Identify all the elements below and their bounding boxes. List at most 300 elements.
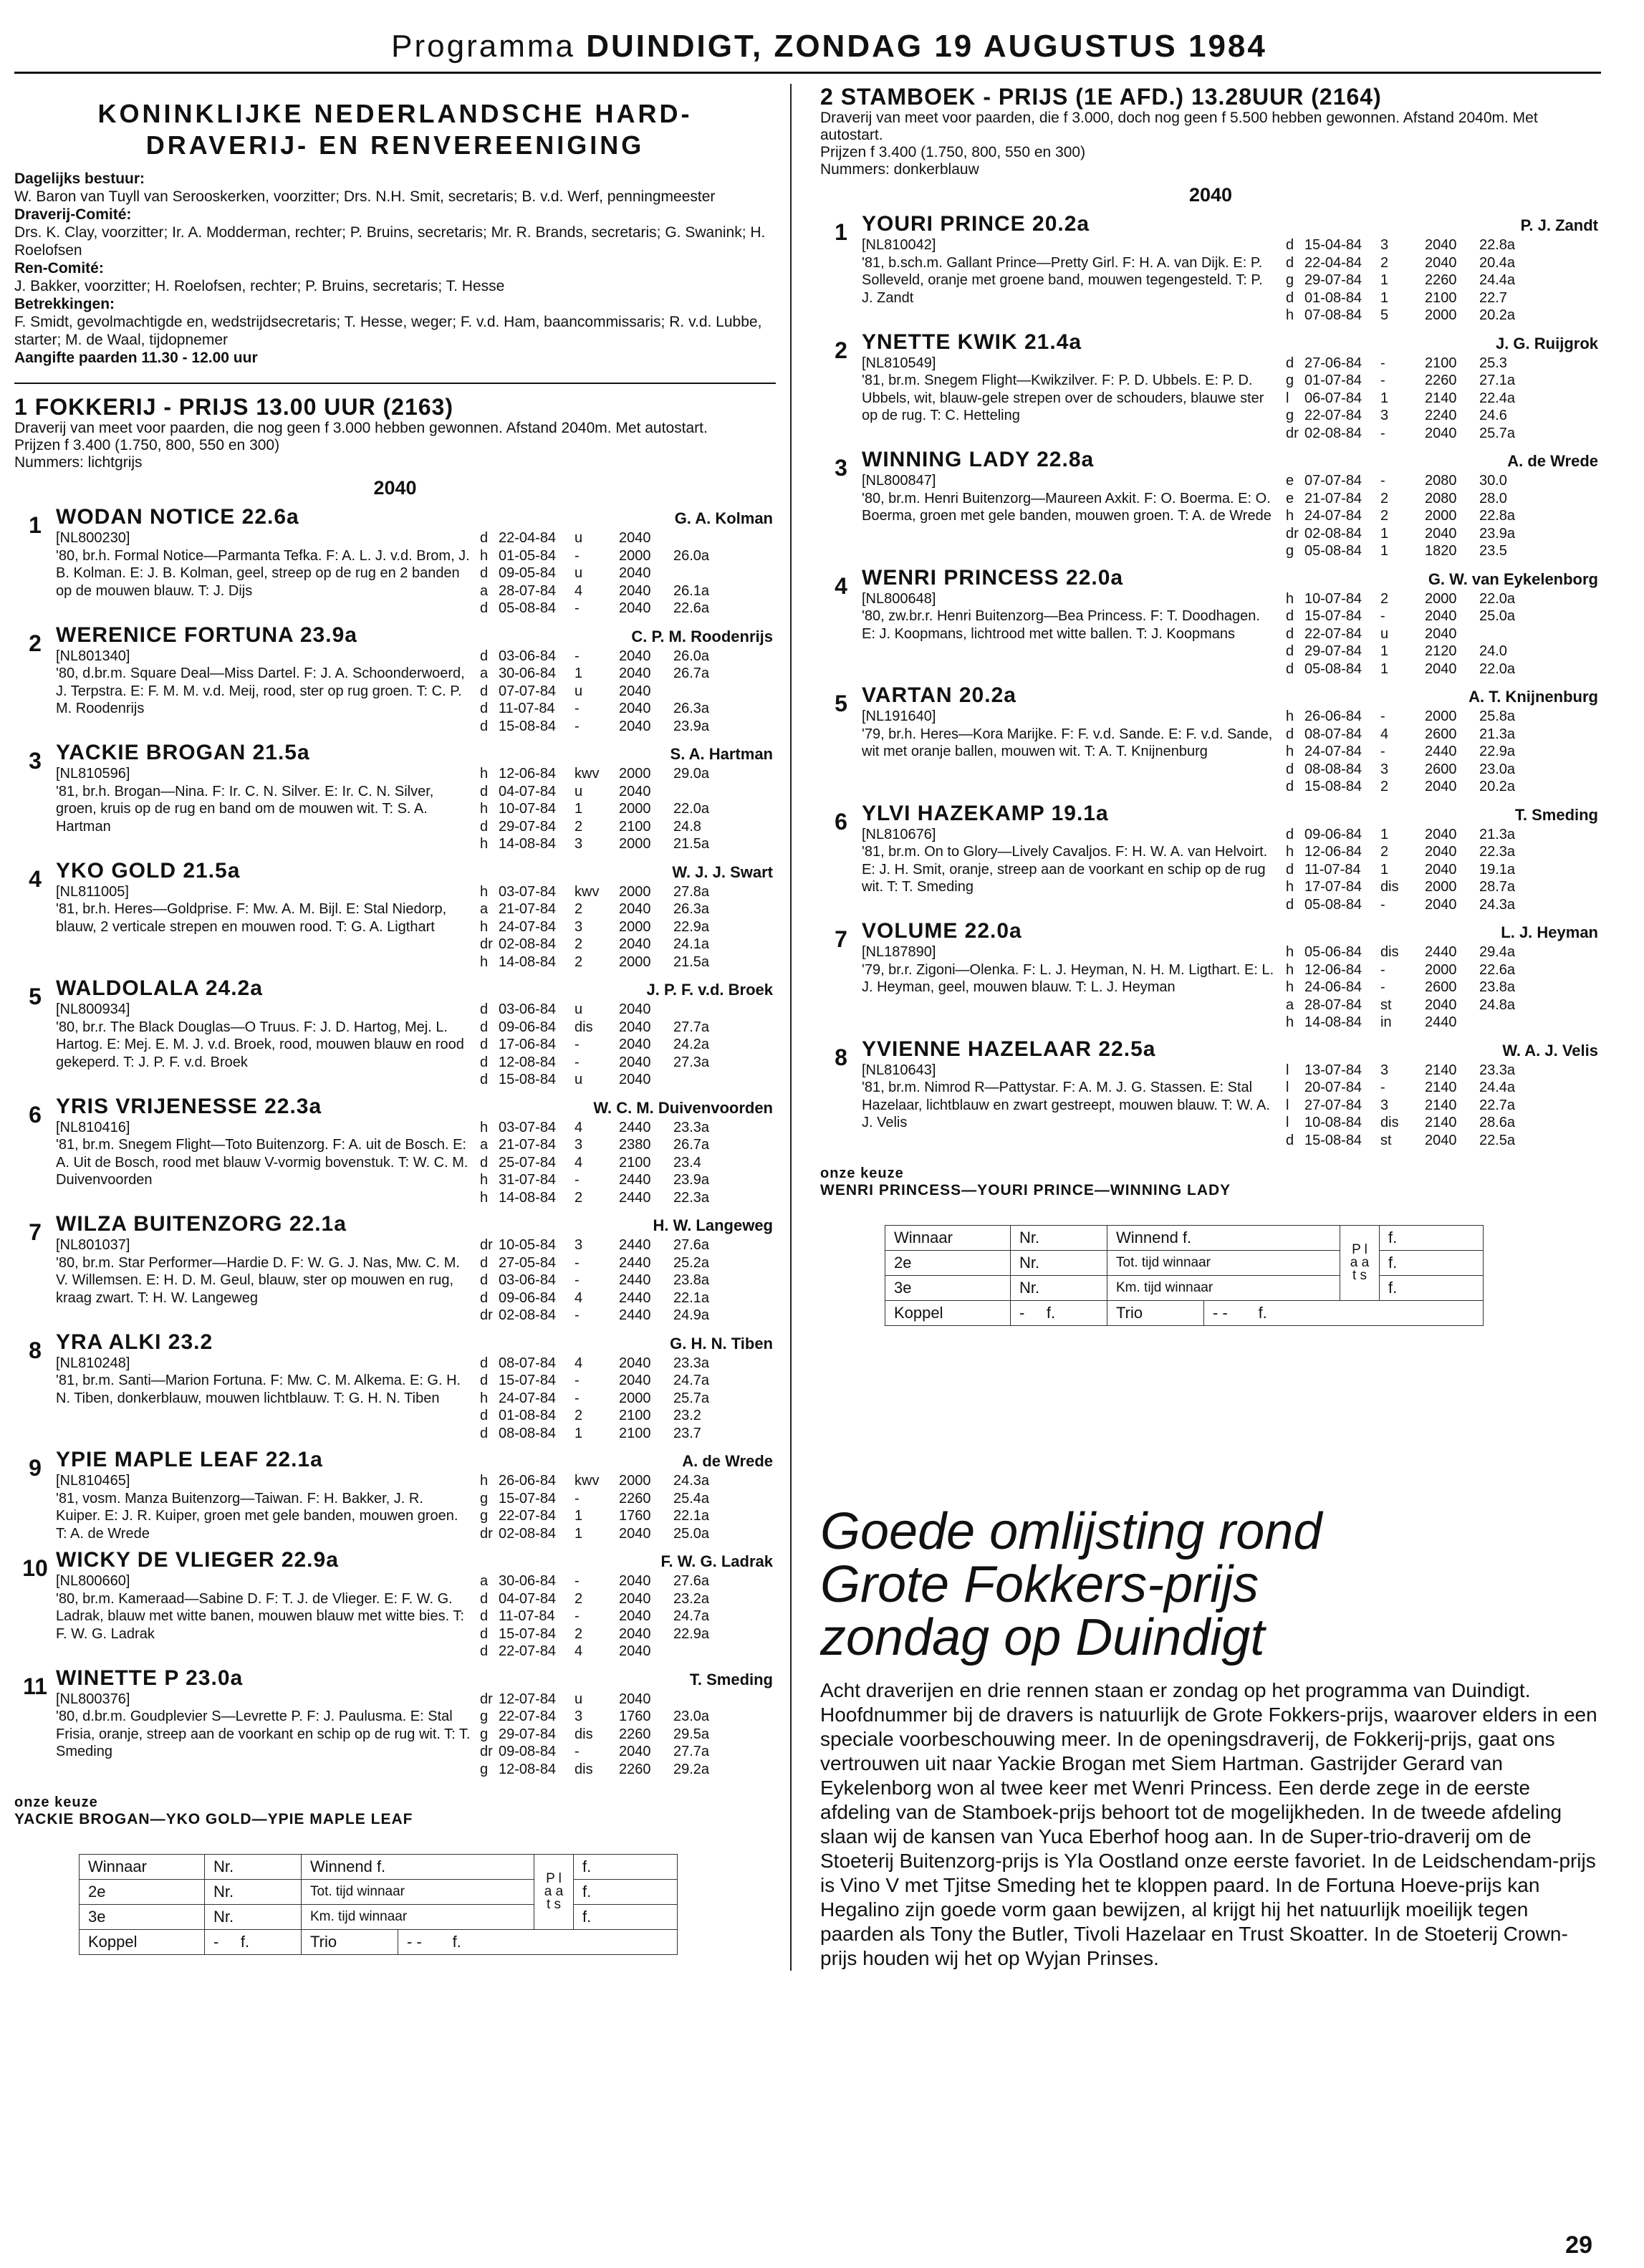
result-row (480, 800, 776, 818)
result-row (1286, 896, 1601, 914)
result-cell: d (480, 1590, 489, 1607)
result-row (1286, 490, 1601, 508)
result-cell: 12-06-84 (499, 766, 557, 782)
result-cell: 2040 (1425, 525, 1457, 542)
result-cell: 3 (575, 1237, 583, 1253)
result-row (1286, 355, 1601, 373)
koppel-f: f. (240, 1933, 250, 1951)
horse-name: YPIE MAPLE LEAF 22.1a (56, 1448, 323, 1471)
entry-number: 5 (29, 984, 42, 1009)
horse-entry (14, 859, 776, 971)
result-cell: h (1286, 879, 1294, 895)
entry-header (56, 1330, 776, 1355)
horse-name: WINETTE P 23.0a (56, 1666, 244, 1690)
result-cell: d (1286, 660, 1294, 677)
wager-table (885, 1225, 1484, 1326)
entry-details (56, 883, 776, 971)
result-cell: dr (480, 1525, 493, 1542)
result-cell: 22.9a (673, 1625, 710, 1642)
result-cell: 03-07-84 (499, 1119, 557, 1135)
entry-details (56, 648, 776, 736)
entry-body (862, 212, 1601, 325)
result-cell: 2600 (1425, 726, 1457, 742)
result-cell: 30-06-84 (499, 665, 557, 681)
horse-name: WILZA BUITENZORG 22.1a (56, 1212, 347, 1236)
result-cell: 14-08-84 (499, 836, 557, 852)
result-cell: 2000 (619, 883, 651, 900)
result-cell: 06-07-84 (1304, 390, 1362, 406)
result-cell: 2 (575, 953, 583, 970)
trio-dashes: - - (1213, 1304, 1228, 1322)
entry-header (56, 1548, 776, 1572)
result-cell: 03-06-84 (499, 1272, 557, 1288)
result-cell: d (480, 1019, 489, 1035)
result-cell: u (575, 1691, 583, 1707)
masthead-title: DUINDIGT, ZONDAG 19 AUGUSTUS 1984 (586, 29, 1267, 64)
result-cell: 4 (575, 1119, 583, 1135)
result-cell: 2 (575, 818, 583, 835)
result-cell: - (1380, 425, 1385, 441)
result-cell: 27-07-84 (1304, 1097, 1362, 1113)
result-cell (673, 529, 738, 547)
result-cell: 01-05-84 (499, 547, 557, 564)
result-cell: 2040 (619, 683, 651, 699)
result-cell: d (1286, 1132, 1294, 1148)
recent-results (471, 648, 776, 736)
result-cell: d (480, 1037, 489, 1052)
result-cell: l (1286, 1115, 1289, 1130)
trainer-name: P. J. Zandt (1520, 216, 1598, 234)
horse-entry (14, 976, 776, 1089)
result-cell: 26.0a (673, 648, 710, 664)
result-cell: 27.1a (1479, 373, 1516, 388)
result-cell: 1760 (619, 1508, 651, 1524)
result-cell: 22.0a (1479, 660, 1516, 677)
result-cell: 22.4a (1479, 390, 1516, 406)
result-cell: 2 (575, 936, 583, 952)
result-cell: 2140 (1425, 1080, 1457, 1095)
result-row (1286, 726, 1601, 744)
result-cell: 22.0a (1479, 590, 1516, 607)
horse-name: YRIS VRIJENESSE 22.3a (56, 1094, 322, 1118)
result-cell: 24-06-84 (1304, 979, 1362, 995)
section-text: W. Baron van Tuyll van Serooskerken, voorzitter; Drs. N.H. Smit, secretaris; B. v.d. Werf, penningmeester (14, 188, 716, 205)
result-cell: 28-07-84 (1304, 996, 1362, 1013)
cell-f: f. (574, 1880, 678, 1905)
result-cell (1479, 1014, 1544, 1032)
entry-header (56, 976, 776, 1001)
entry-body (862, 566, 1601, 678)
result-cell: g (480, 1490, 489, 1507)
result-cell: 03-06-84 (499, 648, 557, 664)
result-row (480, 1372, 776, 1390)
entry-details (862, 1062, 1601, 1150)
horse-entry (14, 1095, 776, 1207)
section-label: Betrekkingen: (14, 296, 115, 312)
result-cell: d (480, 1373, 489, 1388)
horse-description: [NL810416] '81, br.m. Snegem Flight—Toto Buitenzorg. F: A. uit de Bosch. E: A. Uit de Bosch, rood met blauw V-vormig bovenstuk. T: W. C. M. Duivenvoorden (56, 1119, 468, 1188)
result-cell: h (1286, 307, 1294, 323)
result-cell: kwv (575, 1473, 600, 1489)
result-row (480, 1071, 776, 1089)
result-cell: 12-07-84 (499, 1691, 557, 1707)
result-cell: 28.6a (1479, 1115, 1516, 1130)
result-cell: 3 (575, 1137, 583, 1153)
result-cell: 2000 (1425, 307, 1457, 323)
result-cell: 1 (1380, 289, 1389, 306)
result-cell: h (480, 1473, 489, 1489)
entry-header (862, 919, 1601, 943)
entry-body (862, 448, 1601, 560)
horse-entry (14, 505, 776, 618)
result-cell: u (575, 530, 583, 546)
result-cell: 2040 (1425, 826, 1457, 842)
result-cell: 22.9a (673, 918, 710, 935)
result-cell: 2000 (619, 953, 651, 970)
our-choice-horses: YACKIE BROGAN—YKO GOLD—YPIE MAPLE LEAF (14, 1811, 413, 1827)
result-cell: kwv (575, 766, 600, 782)
result-cell: 2100 (619, 1408, 651, 1423)
result-cell: 1 (1380, 660, 1389, 677)
entry-number: 7 (835, 926, 847, 952)
result-cell: - (1380, 979, 1385, 995)
result-cell: 15-08-84 (499, 1072, 557, 1087)
result-cell: 02-08-84 (1304, 425, 1362, 441)
aangifte-time: Aangifte paarden 11.30 - 12.00 uur (14, 350, 258, 366)
horse-name: YVIENNE HAZELAAR 22.5a (862, 1037, 1156, 1061)
result-cell: 07-08-84 (1304, 307, 1362, 323)
result-cell (673, 683, 738, 701)
result-cell: 12-06-84 (1304, 844, 1362, 860)
result-row (1286, 372, 1601, 390)
recent-results (1277, 826, 1601, 914)
result-cell: 4 (575, 582, 583, 599)
result-cell: - (1380, 373, 1385, 388)
trio-f: f. (452, 1933, 461, 1951)
result-cell (673, 1691, 738, 1709)
result-cell: - (575, 1172, 580, 1188)
result-cell: d (480, 683, 489, 699)
cell-nr: Nr. (1011, 1251, 1107, 1276)
horse-name: VOLUME 22.0a (862, 919, 1022, 943)
horse-entry (14, 623, 776, 736)
result-cell: g (1286, 408, 1294, 423)
entry-body (56, 1330, 776, 1443)
result-cell: 29-07-84 (1304, 272, 1362, 288)
result-cell: l (1286, 1062, 1289, 1078)
result-cell: 1 (1380, 826, 1389, 842)
trainer-name: S. A. Hartman (670, 745, 773, 763)
entry-details (56, 1236, 776, 1325)
result-cell: 30.0 (1479, 473, 1507, 489)
result-cell (673, 564, 738, 582)
result-cell: 23.9a (1479, 525, 1516, 542)
horse-name: YLVI HAZEKAMP 19.1a (862, 801, 1109, 825)
entry-list (14, 505, 776, 1778)
result-cell: g (1286, 543, 1294, 559)
result-cell: 09-08-84 (499, 1744, 557, 1759)
result-cell: 2260 (619, 1726, 651, 1742)
result-cell: 11-07-84 (1304, 861, 1361, 878)
result-cell: 29-07-84 (1304, 643, 1362, 659)
result-cell: 08-08-84 (499, 1425, 557, 1441)
result-row (1286, 1114, 1601, 1132)
result-cell: 1 (1380, 861, 1389, 878)
result-cell: d (480, 1254, 489, 1271)
entry-details (56, 1001, 776, 1089)
result-cell: h (480, 1189, 489, 1206)
horse-name: WICKY DE VLIEGER 22.9a (56, 1548, 339, 1572)
result-cell: 08-07-84 (499, 1355, 557, 1371)
result-cell: 2260 (619, 1761, 651, 1777)
result-row (480, 1490, 776, 1508)
result-cell: 2040 (1425, 844, 1457, 860)
horse-entry (14, 1548, 776, 1661)
result-cell: 24.0 (1479, 643, 1507, 659)
result-cell: 2040 (619, 1691, 651, 1707)
result-cell: 27-05-84 (499, 1254, 557, 1271)
cell-f: f. (1380, 1226, 1484, 1251)
our-choice-label: onze keuze (14, 1794, 98, 1810)
entry-details (56, 1355, 776, 1443)
result-cell: 09-06-84 (499, 1289, 557, 1306)
recent-results (471, 1572, 776, 1661)
result-cell: h (1286, 1014, 1294, 1030)
horse-name: VARTAN 20.2a (862, 683, 1016, 707)
result-row (480, 600, 776, 618)
result-cell: a (480, 665, 489, 681)
result-cell: 22.3a (1479, 844, 1516, 860)
result-cell: 2040 (619, 1373, 651, 1388)
result-cell: 2040 (619, 1001, 651, 1017)
result-cell: 29.0a (673, 766, 710, 782)
result-cell: 2040 (1425, 660, 1457, 677)
result-row (480, 1390, 776, 1408)
cell-koppel-value (205, 1930, 302, 1955)
result-cell: 2040 (619, 530, 651, 546)
result-cell: d (480, 1643, 489, 1659)
result-cell: l (1286, 1097, 1289, 1113)
koppel-dash: - (213, 1933, 219, 1951)
result-row (480, 918, 776, 936)
result-row (480, 783, 776, 801)
result-row (480, 900, 776, 918)
entry-details (56, 529, 776, 618)
result-row (1286, 843, 1601, 861)
result-cell: 2080 (1425, 490, 1457, 506)
club-officials (14, 170, 776, 367)
recent-results (471, 1001, 776, 1089)
result-cell: 2100 (619, 1154, 651, 1171)
result-cell: 2440 (619, 1172, 651, 1188)
result-cell: 24.8 (673, 818, 701, 835)
headline-line: Grote Fokkers-prijs (820, 1556, 1259, 1613)
article-headline (820, 1505, 1601, 1664)
result-cell: 29.5a (673, 1726, 710, 1742)
result-cell: h (1286, 944, 1294, 960)
masthead-prefix: Programma (391, 29, 575, 64)
entry-body (56, 859, 776, 971)
result-row (480, 665, 776, 683)
entry-body (56, 741, 776, 853)
recent-results (471, 883, 776, 971)
race-numbers: Nummers: lichtgrijs (14, 454, 143, 471)
entry-body (56, 623, 776, 736)
result-cell: 2040 (619, 582, 651, 599)
result-cell: 25.4a (673, 1490, 710, 1507)
result-cell: 2440 (619, 1237, 651, 1253)
horse-description: [NL800376] '80, d.br.m. Goudplevier S—Levrette P. F: J. Paulusma. E: Stal Frisia, oranje, streep aan de voorkant en schip op de rug wit. T: T. Smeding (56, 1691, 471, 1759)
result-cell: d (480, 1054, 489, 1070)
horse-name: WODAN NOTICE 22.6a (56, 505, 299, 529)
horse-entry (820, 212, 1601, 325)
result-cell: 2 (1380, 779, 1389, 794)
result-cell: d (480, 1408, 489, 1423)
result-cell: 22.9a (1479, 744, 1516, 759)
result-cell: d (1286, 355, 1294, 371)
result-cell: d (480, 1154, 489, 1171)
result-cell: 2140 (1425, 1097, 1457, 1113)
horse-entry (820, 802, 1601, 914)
result-cell: 30-06-84 (499, 1573, 557, 1589)
result-cell: 2140 (1425, 1062, 1457, 1078)
club-name-line-2: DRAVERIJ- EN RENVEREENIGING (145, 130, 645, 160)
horse-name: YACKIE BROGAN 21.5a (56, 741, 310, 764)
result-cell: 2 (575, 1625, 583, 1642)
result-cell: - (575, 1037, 580, 1052)
result-cell: 14-08-84 (1304, 1014, 1362, 1030)
result-cell: d (1286, 625, 1294, 642)
result-cell: 2000 (619, 918, 651, 935)
result-cell: 02-08-84 (1304, 525, 1362, 542)
result-cell: 20.2a (1479, 307, 1516, 323)
horse-name: WALDOLALA 24.2a (56, 976, 263, 1000)
result-row (480, 1189, 776, 1207)
horse-name: YNETTE KWIK 21.4a (862, 330, 1082, 354)
result-cell: 2440 (619, 1289, 651, 1306)
result-row (480, 1289, 776, 1307)
result-cell: 15-07-84 (499, 1625, 557, 1642)
entry-body (862, 683, 1601, 796)
entry-body (862, 1037, 1601, 1150)
result-row (480, 1643, 776, 1661)
result-cell: 20-07-84 (1304, 1080, 1362, 1095)
result-row (480, 1590, 776, 1608)
result-cell: d (1286, 289, 1294, 306)
entry-header (56, 859, 776, 883)
cell-tot-tijd: Tot. tijd winnaar (302, 1880, 534, 1905)
result-cell: 23.3a (1479, 1062, 1516, 1078)
entry-header (56, 741, 776, 765)
result-cell: 11-07-84 (499, 701, 555, 716)
result-cell: 31-07-84 (499, 1172, 557, 1188)
article (820, 1505, 1601, 1971)
result-cell: d (480, 648, 489, 664)
entry-header (56, 1448, 776, 1472)
article-body: Acht draverijen en drie rennen staan er zondag op het programma van Duindigt. Hoofdnummer bij de dravers is natuurlijk de Grote Fokkers-prijs, waarover elders in een speciale voorbeschouwing meer. In de openingsdraverij, de Fokkerij-prijs, gaat ons vertrouwen uit naar Yackie Brogan met Siem Hartman. Gastrijder Gerard van Eykelenborg won al twee keer met Wenri Princess. Een derde zege in de eerste afdeling van de Stamboek-prijs behoort tot de mogelijkheden. In de tweede afdeling slaan wij de kansen van Yuca Eberhof hoog aan. In de Super-trio-draverij om de Stoeterij Buitenzorg-prijs is Yla Oostland onze eerste favoriet. In de Leidschendam-prijs is Vino V met Tjitse Smeding het te kloppen paard. In de Fortuna Hoeve-prijs kan Hegalino zijn goede vorm gaan bewijzen, al krijgt hij het natuurlijk moeilijk tegen paarden als Tony the Butler, Tivoli Hazelaar en Trust Skoatter. In de Stoeterij Crown-prijs houden wij het op Wyjan Prinses. (820, 1679, 1597, 1969)
result-cell: 1 (575, 1425, 583, 1441)
recent-results (471, 1472, 776, 1542)
wager-table (79, 1854, 678, 1955)
entry-number: 10 (22, 1555, 48, 1581)
result-cell: d (480, 1272, 489, 1288)
result-cell: h (480, 1390, 489, 1406)
result-row (480, 1472, 776, 1490)
result-cell: - (1380, 355, 1385, 371)
result-cell: h (1286, 708, 1294, 724)
entry-details (862, 943, 1601, 1032)
result-cell: 12-08-84 (499, 1761, 557, 1777)
result-cell: 15-07-84 (499, 1490, 557, 1507)
left-column (14, 84, 792, 1971)
result-row (480, 1625, 776, 1643)
result-cell: 22.1a (673, 1289, 710, 1306)
our-choice-horses: WENRI PRINCESS—YOURI PRINCE—WINNING LADY (820, 1182, 1231, 1198)
trainer-name: A. de Wrede (682, 1452, 773, 1470)
result-cell: 13-07-84 (1304, 1062, 1362, 1078)
our-choice (820, 1165, 1601, 1199)
trainer-name: C. P. M. Roodenrijs (631, 627, 773, 645)
result-cell: 2040 (1425, 608, 1457, 624)
result-cell: 20.4a (1479, 254, 1516, 271)
result-cell: 24-07-84 (1304, 744, 1362, 759)
result-cell: h (480, 547, 489, 564)
cell-plaats: P l a a t s (1340, 1226, 1380, 1301)
result-cell: 25.3 (1479, 355, 1507, 371)
result-cell: 09-05-84 (499, 565, 557, 581)
result-row (480, 936, 776, 953)
entry-header (862, 448, 1601, 472)
result-cell: 3 (575, 1709, 583, 1724)
result-cell: g (1286, 373, 1294, 388)
result-row (480, 1019, 776, 1037)
entry-details (862, 472, 1601, 560)
result-cell: 28.7a (1479, 879, 1516, 895)
result-cell: 2040 (619, 1054, 651, 1070)
trainer-name: G. A. Kolman (674, 509, 773, 527)
result-row (1286, 407, 1601, 425)
result-cell: 2100 (1425, 289, 1457, 306)
result-cell: d (480, 1072, 489, 1087)
result-cell: 26-06-84 (1304, 708, 1362, 724)
result-row (480, 1236, 776, 1254)
result-cell: 2000 (619, 766, 651, 782)
result-cell: 2440 (1425, 744, 1457, 759)
result-cell: 2440 (619, 1119, 651, 1135)
entry-header (862, 1037, 1601, 1062)
horse-name: WINNING LADY 22.8a (862, 448, 1095, 471)
result-cell: h (1286, 844, 1294, 860)
result-cell: 04-07-84 (499, 1590, 557, 1607)
result-cell: u (575, 683, 583, 699)
section-text: J. Bakker, voorzitter; H. Roelofsen, rechter; P. Bruins, secretaris; T. Hesse (14, 278, 505, 294)
result-cell: 28-07-84 (499, 582, 557, 599)
result-cell: dr (1286, 425, 1299, 441)
result-cell: 03-07-84 (499, 883, 557, 900)
result-row (480, 1761, 776, 1779)
cell-third: 3e (885, 1276, 1011, 1301)
result-cell: 1 (575, 801, 583, 817)
result-cell: 2040 (619, 1573, 651, 1589)
result-cell: 1820 (1425, 543, 1457, 559)
entry-details (56, 1691, 776, 1779)
result-cell: 2 (575, 901, 583, 917)
result-cell: 27.7a (673, 1019, 710, 1035)
result-cell: 25.7a (673, 1390, 710, 1406)
result-cell: 21.3a (1479, 726, 1516, 742)
entry-header (862, 566, 1601, 590)
result-cell: 2040 (619, 783, 651, 799)
